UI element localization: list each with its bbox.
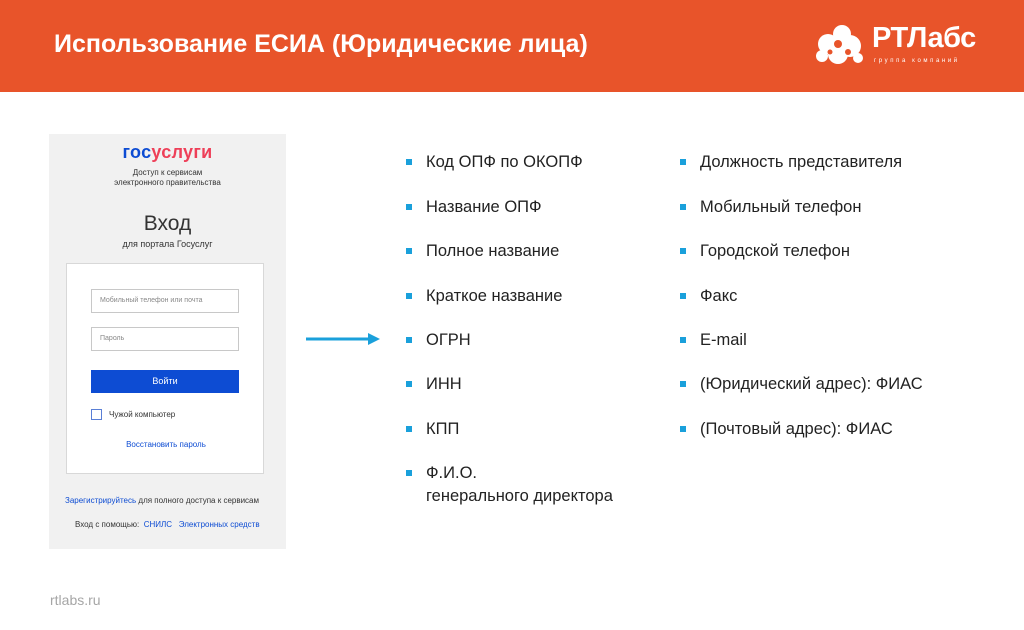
foreign-computer-checkbox[interactable] <box>91 409 102 420</box>
bullet-icon <box>680 204 686 210</box>
cloud-logo-icon <box>812 22 868 68</box>
list-item: Название ОПФ <box>406 196 542 219</box>
list-item: Краткое название <box>406 285 562 308</box>
help-line <box>75 520 260 529</box>
bullet-icon <box>680 159 686 165</box>
bullet-icon <box>680 426 686 432</box>
list-item: Код ОПФ по ОКОПФ <box>406 151 583 174</box>
list-item: (Юридический адрес): ФИАС <box>680 373 923 396</box>
bullet-icon <box>406 204 412 210</box>
header-bar <box>0 0 1024 92</box>
login-card <box>66 263 264 474</box>
brand-subtitle-line-1: Доступ к сервисам <box>132 168 203 177</box>
logo-subtitle: группа компаний <box>874 58 960 64</box>
list-item: Ф.И.О. генерального директора <box>406 462 613 508</box>
brand-part-1: гос <box>122 142 152 162</box>
list-item: Полное название <box>406 240 559 263</box>
list-item: Мобильный телефон <box>680 196 861 219</box>
bullet-icon <box>406 470 412 476</box>
list-item: E-mail <box>680 329 747 352</box>
foreign-computer-label: Чужой компьютер <box>109 410 176 419</box>
bullet-icon <box>406 159 412 165</box>
password-field[interactable]: Пароль <box>91 327 239 351</box>
right-arrow-icon <box>306 331 380 347</box>
bullet-icon <box>680 248 686 254</box>
bullet-icon <box>680 293 686 299</box>
list-item: Городской телефон <box>680 240 850 263</box>
list-item: Факс <box>680 285 737 308</box>
brand-subtitle-line-2: электронного правительства <box>114 178 221 187</box>
list-item: ОГРН <box>406 329 471 352</box>
bullet-icon <box>406 248 412 254</box>
bullet-icon <box>406 426 412 432</box>
register-text: для полного доступа к сервисам <box>136 496 260 505</box>
gosuslugi-logo <box>49 142 286 163</box>
gosuslugi-login-screenshot <box>49 134 286 549</box>
electronic-means-link[interactable]: Электронных средств <box>178 520 260 529</box>
snils-link[interactable]: СНИЛС <box>143 520 173 529</box>
register-link[interactable]: Зарегистрируйтесь <box>65 496 137 505</box>
slide-title: Использование ЕСИА (Юридические лица) <box>54 30 588 58</box>
bullet-icon <box>406 293 412 299</box>
phone-field[interactable]: Мобильный телефон или почта <box>91 289 239 313</box>
list-item: Должность представителя <box>680 151 902 174</box>
bullet-icon <box>406 337 412 343</box>
bullet-icon <box>406 381 412 387</box>
login-heading: Вход <box>143 212 192 235</box>
restore-password-link[interactable]: Восстановить пароль <box>126 440 206 449</box>
list-item: КПП <box>406 418 459 441</box>
login-button[interactable]: Войти <box>91 370 239 393</box>
brand-part-2: услуги <box>151 142 213 162</box>
bullet-icon <box>680 337 686 343</box>
register-line <box>65 496 259 505</box>
list-item: ИНН <box>406 373 462 396</box>
rtlabs-logo <box>812 22 987 70</box>
help-text: Вход с помощью: <box>75 520 140 529</box>
footer-url: rtlabs.ru <box>50 592 101 608</box>
list-item: (Почтовый адрес): ФИАС <box>680 418 893 441</box>
bullet-icon <box>680 381 686 387</box>
login-subheading: для портала Госуслуг <box>122 239 213 249</box>
logo-name: РТЛабс <box>872 22 976 54</box>
